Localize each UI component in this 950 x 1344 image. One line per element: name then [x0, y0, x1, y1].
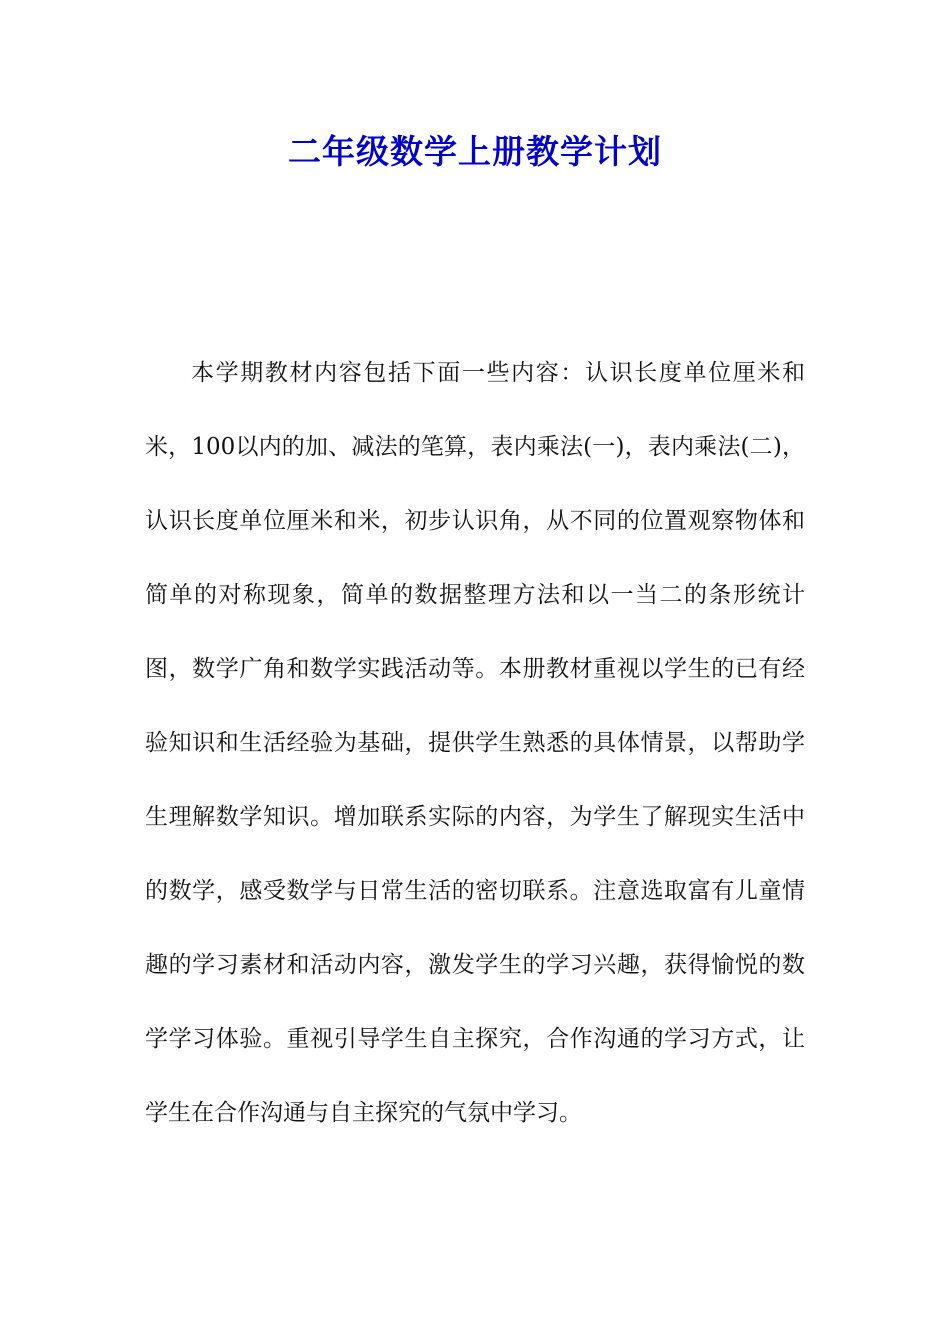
- body-paragraph: 本学期教材内容包括下面一些内容：认识长度单位厘米和米，100以内的加、减法的笔算，表内乘法(一)，表内乘法(二)，认识长度单位厘米和米，初步认识角，从不同的位置观察物体和简单的对称现象，简单的数据整理方法和以一当二的条形统计图，数学广角和数学实践活动等。本册教材重视以学生的已有经验知识和生活经验为基础，提供学生熟悉的具体情景，以帮助学生理解数学知识。增加联系实际的内容，为学生了解现实生活中的数学，感受数学与日常生活的密切联系。注意选取富有儿童情趣的学习素材和活动内容，激发学生的学习兴趣，获得愉悦的数学学习体验。重视引导学生自主探究，合作沟通的学习方式，让学生在合作沟通与自主探究的气氛中学习。: [145, 360, 805, 1126]
- document-title: 二年级数学上册教学计划: [288, 132, 662, 171]
